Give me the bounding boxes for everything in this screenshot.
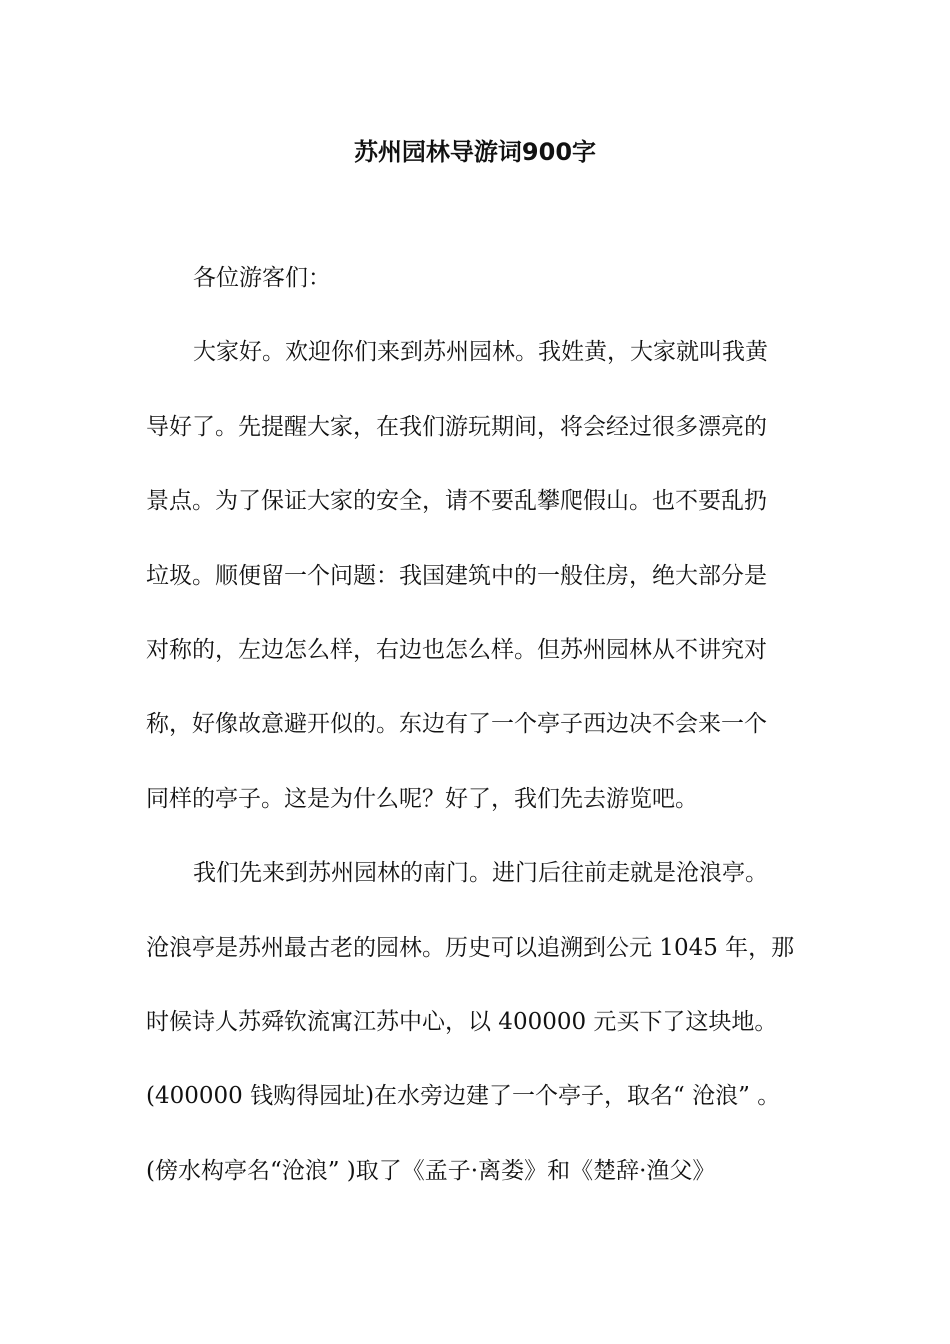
document-title: 苏州园林导游词900字 bbox=[353, 138, 597, 166]
paragraph-line: 时候诗人苏舜钦流寓江苏中心，以 400000 元买下了这块地。 bbox=[146, 1008, 778, 1035]
paragraph-line: 同样的亭子。这是为什么呢？好了，我们先去游览吧。 bbox=[146, 785, 698, 812]
paragraph-line: (傍水构亭名“沧浪” )取了《孟子·离娄》和《楚辞·渔父》 bbox=[146, 1157, 716, 1184]
document-body bbox=[146, 258, 826, 1225]
paragraph-line: 沧浪亭是苏州最古老的园林。历史可以追溯到公元 1045 年，那 bbox=[146, 934, 795, 961]
paragraph-line: 大家好。欢迎你们来到苏州园林。我姓黄，大家就叫我黄 bbox=[193, 339, 768, 366]
paragraph-line: 我们先来到苏州园林的南门。进门后往前走就是沧浪亭。 bbox=[193, 860, 768, 887]
greeting-line: 各位游客们： bbox=[193, 265, 331, 291]
paragraph-line: 景点。为了保证大家的安全，请不要乱攀爬假山。也不要乱扔 bbox=[146, 488, 767, 515]
paragraph-line: 垃圾。顺便留一个问题：我国建筑中的一般住房，绝大部分是 bbox=[146, 562, 767, 589]
paragraph-line: 称，好像故意避开似的。东边有了一个亭子西边决不会来一个 bbox=[146, 711, 767, 738]
paragraph-line: 对称的，左边怎么样，右边也怎么样。但苏州园林从不讲究对 bbox=[146, 636, 767, 663]
paragraph-line: 导好了。先提醒大家，在我们游玩期间，将会经过很多漂亮的 bbox=[146, 413, 767, 440]
paragraph-line: (400000 钱购得园址)在水旁边建了一个亭子，取名“ 沧浪” 。 bbox=[146, 1083, 781, 1110]
